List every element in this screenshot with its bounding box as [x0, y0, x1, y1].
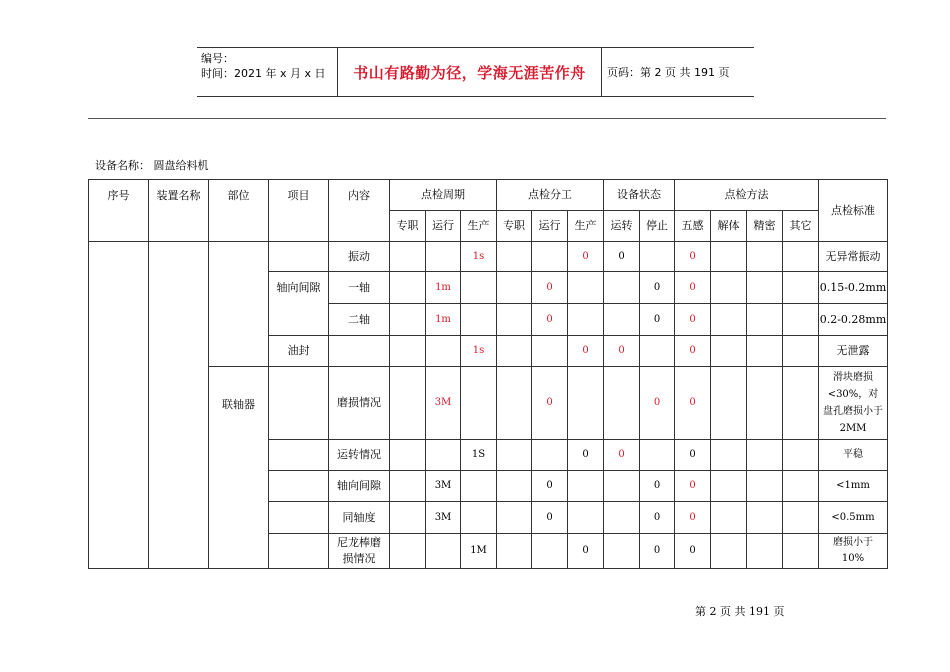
cell-div-prod	[568, 502, 604, 534]
cell-standard: <0.5mm	[819, 502, 888, 534]
cell-state-stop: 0	[640, 502, 675, 534]
sub-div-pro: 专职	[497, 211, 532, 242]
cell-item	[269, 502, 329, 534]
cell-method-five: 0	[675, 367, 711, 440]
inspection-table	[88, 179, 888, 569]
cell-cycle-run	[426, 242, 461, 272]
cell-state-stop: 0	[640, 534, 675, 569]
col-division: 点检分工	[497, 180, 604, 211]
cell-state-stop: 0	[640, 471, 675, 502]
cell-div-run	[532, 336, 568, 367]
cell-state-stop: 0	[640, 304, 675, 336]
cell-method-five: 0	[675, 336, 711, 367]
cell-item	[269, 440, 329, 471]
sub-state-run: 运转	[604, 211, 640, 242]
cell-cycle-prod: 1s	[461, 336, 497, 367]
cell-state-stop: 0	[640, 272, 675, 304]
cell-part-coupling: 联轴器	[209, 367, 269, 569]
header-divider	[88, 118, 886, 119]
cell-cycle-prod: 1S	[461, 440, 497, 471]
cell-div-run	[532, 242, 568, 272]
sub-method-other: 其它	[783, 211, 819, 242]
cell-method-five: 0	[675, 502, 711, 534]
document-header	[197, 47, 754, 97]
cell-cycle-run: 3M	[426, 367, 461, 440]
cell-cycle-prod	[461, 471, 497, 502]
cell-method-five: 0	[675, 242, 711, 272]
cell-item	[269, 242, 329, 272]
cell-content: 磨损情况	[329, 367, 390, 440]
cell-content: 轴向间隙	[329, 471, 390, 502]
header-row-1	[89, 180, 888, 211]
number-label: 编号：	[201, 52, 234, 65]
cell-state-run	[604, 367, 640, 440]
cell-standard: 无泄露	[819, 336, 888, 367]
sub-method-five: 五感	[675, 211, 711, 242]
cell-div-run: 0	[532, 304, 568, 336]
cell-div-run: 0	[532, 272, 568, 304]
cell-content	[329, 336, 390, 367]
cell-method-five: 0	[675, 534, 711, 569]
cell-cycle-prod: 1s	[461, 242, 497, 272]
cell-standard: 无异常振动	[819, 242, 888, 272]
cell-seq	[89, 242, 149, 569]
sub-cycle-pro: 专职	[390, 211, 426, 242]
cell-cycle-prod	[461, 304, 497, 336]
cell-div-run: 0	[532, 471, 568, 502]
cell-div-run	[532, 534, 568, 569]
col-item: 项目	[269, 180, 329, 242]
device-name: 设备名称： 圆盘给料机	[95, 159, 209, 172]
cell-standard: 磨损小于10%	[819, 534, 888, 569]
cell-cycle-run	[426, 534, 461, 569]
cell-method-five: 0	[675, 272, 711, 304]
time-label: 时间：2021 年 x 月 x 日	[201, 67, 326, 80]
cell-cycle-prod	[461, 502, 497, 534]
cell-cycle-prod	[461, 367, 497, 440]
cell-state-run	[604, 304, 640, 336]
cell-method-five: 0	[675, 440, 711, 471]
cell-standard: <1mm	[819, 471, 888, 502]
cell-method-five: 0	[675, 304, 711, 336]
col-method: 点检方法	[675, 180, 819, 211]
cell-cycle-prod	[461, 272, 497, 304]
cell-content: 一轴	[329, 272, 390, 304]
cell-cycle-run: 3M	[426, 471, 461, 502]
table-row	[89, 242, 888, 272]
header-meta	[197, 48, 338, 96]
col-part: 部位	[209, 180, 269, 242]
cell-standard: 0.15-0.2mm	[819, 272, 888, 304]
cell-state-stop	[640, 242, 675, 272]
sub-div-prod: 生产	[568, 211, 604, 242]
page-info: 页码：第 2 页 共 191 页	[607, 66, 730, 79]
cell-div-prod: 0	[568, 336, 604, 367]
col-device: 装置名称	[149, 180, 209, 242]
cell-state-run: 0	[604, 440, 640, 471]
cell-div-prod	[568, 304, 604, 336]
cell-item-oil-seal: 油封	[269, 336, 329, 367]
cell-div-prod	[568, 367, 604, 440]
cell-state-run: 0	[604, 242, 640, 272]
cell-standard: 滑块磨损<30%，对盘孔磨损小于2MM	[819, 367, 888, 440]
cell-item-axial-gap: 轴向间隙	[269, 272, 329, 336]
cell-content: 尼龙棒磨损情况	[329, 534, 390, 569]
cell-item	[269, 471, 329, 502]
motto-banner: 书山有路勤为径，学海无涯苦作舟	[338, 48, 602, 96]
cell-cycle-run: 1m	[426, 272, 461, 304]
cell-method-five: 0	[675, 471, 711, 502]
cell-device	[149, 242, 209, 569]
cell-cycle-run	[426, 336, 461, 367]
cell-state-stop	[640, 336, 675, 367]
sub-method-disassemble: 解体	[711, 211, 747, 242]
cell-state-run	[604, 534, 640, 569]
cell-cycle-run	[426, 440, 461, 471]
cell-content: 运转情况	[329, 440, 390, 471]
cell-div-prod: 0	[568, 440, 604, 471]
cell-content: 同轴度	[329, 502, 390, 534]
sub-method-precision: 精密	[747, 211, 783, 242]
col-state: 设备状态	[604, 180, 675, 211]
cell-standard: 0.2-0.28mm	[819, 304, 888, 336]
col-standard: 点检标准	[819, 180, 888, 242]
cell-cycle-prod: 1M	[461, 534, 497, 569]
cell-cycle-run: 1m	[426, 304, 461, 336]
cell-cycle-run: 3M	[426, 502, 461, 534]
cell-part	[209, 242, 269, 367]
cell-content: 振动	[329, 242, 390, 272]
cell-state-stop	[640, 440, 675, 471]
cell-div-run: 0	[532, 367, 568, 440]
page-footer: 第 2 页 共 191 页	[695, 605, 785, 618]
col-content: 内容	[329, 180, 390, 242]
sub-cycle-prod: 生产	[461, 211, 497, 242]
sub-state-stop: 停止	[640, 211, 675, 242]
cell-item	[269, 534, 329, 569]
cell-div-run: 0	[532, 502, 568, 534]
cell-state-run	[604, 272, 640, 304]
cell-item	[269, 367, 329, 440]
cell-state-stop: 0	[640, 367, 675, 440]
cell-div-prod	[568, 471, 604, 502]
cell-state-run: 0	[604, 336, 640, 367]
cell-state-run	[604, 471, 640, 502]
sub-cycle-run: 运行	[426, 211, 461, 242]
cell-state-run	[604, 502, 640, 534]
cell-div-prod	[568, 272, 604, 304]
sub-div-run: 运行	[532, 211, 568, 242]
cell-div-prod: 0	[568, 242, 604, 272]
cell-div-prod: 0	[568, 534, 604, 569]
cell-standard: 平稳	[819, 440, 888, 471]
col-seq: 序号	[89, 180, 149, 242]
cell-content: 二轴	[329, 304, 390, 336]
cell-div-run	[532, 440, 568, 471]
col-cycle: 点检周期	[390, 180, 497, 211]
table-row	[89, 367, 888, 440]
